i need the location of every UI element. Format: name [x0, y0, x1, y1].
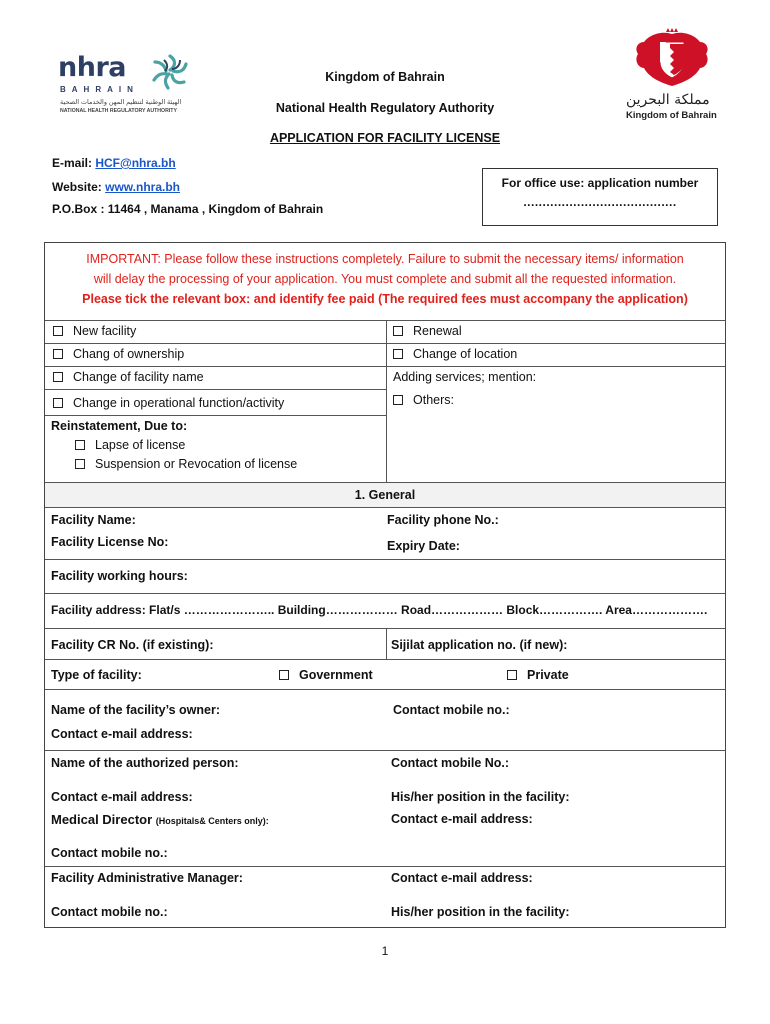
important-line-2: will delay the processing of your application. You must complete and submit all the requested information.: [93, 272, 677, 286]
medical-director-email-label: Contact e-mail address:: [391, 812, 533, 826]
type-government-label: Government: [299, 668, 373, 682]
office-use-title: For office use: application number: [501, 176, 699, 190]
checkbox-renewal[interactable]: [393, 326, 403, 336]
type-private-label: Private: [527, 668, 569, 682]
expiry-date-label: Expiry Date:: [387, 539, 460, 553]
facility-phone-label: Facility phone No.:: [387, 513, 499, 527]
medical-director-mobile-label: Contact mobile no.:: [51, 846, 168, 860]
website-link[interactable]: www.nhra.bh: [105, 180, 181, 194]
option-others[interactable]: [393, 393, 454, 407]
option-others-label: Others:: [413, 393, 454, 407]
owner-email-label: Contact e-mail address:: [51, 727, 193, 741]
nhra-logo-arabic: الهيئة الوطنية لتنظيم المهن والخدمات الصحية: [60, 99, 182, 106]
bahrain-logo-arabic: مملكة البحرين: [626, 92, 710, 108]
option-renewal[interactable]: [393, 324, 462, 338]
option-change-location-label: Change of location: [413, 347, 518, 361]
authorized-email-label: Contact e-mail address:: [51, 790, 193, 804]
facility-address-label: Facility address: Flat/s ………………….. Building……………… Road……………… Block……………. Area……………….: [51, 603, 708, 617]
important-line-3: Please tick the relevant box: and identify fee paid (The required fees must accompany the application): [82, 292, 688, 306]
option-change-ownership-label: Chang of ownership: [73, 347, 185, 361]
option-new-facility[interactable]: [53, 324, 136, 338]
checkbox-others[interactable]: [393, 395, 403, 405]
nhra-logo-country: BAHRAIN: [60, 85, 139, 94]
checkbox-change-ownership[interactable]: [53, 349, 63, 359]
admin-email-label: Contact e-mail address:: [391, 871, 533, 885]
option-new-facility-label: New facility: [73, 324, 137, 338]
email-link[interactable]: HCF@nhra.bh: [95, 156, 176, 170]
authorized-person-label: Name of the authorized person:: [51, 756, 239, 770]
checkbox-government[interactable]: [279, 670, 289, 680]
option-suspension-label: Suspension or Revocation of license: [95, 457, 298, 471]
header-kingdom: Kingdom of Bahrain: [325, 70, 445, 84]
email-label: E-mail:: [52, 156, 96, 170]
contact-website: [52, 180, 180, 194]
checkbox-change-function[interactable]: [53, 398, 63, 408]
option-change-name[interactable]: [53, 370, 204, 384]
checkbox-suspension[interactable]: [75, 459, 85, 469]
nhra-logo-english: NATIONAL HEALTH REGULATORY AUTHORITY: [60, 108, 177, 114]
option-suspension[interactable]: [75, 457, 297, 471]
owner-name-label: Name of the facility’s owner:: [51, 703, 221, 717]
admin-manager-label: Facility Administrative Manager:: [51, 871, 243, 885]
owner-mobile-label: Contact mobile no.:: [393, 703, 510, 717]
header-authority: National Health Regulatory Authority: [275, 101, 495, 115]
checkbox-change-location[interactable]: [393, 349, 403, 359]
checkbox-lapse[interactable]: [75, 440, 85, 450]
admin-mobile-label: Contact mobile no.:: [51, 905, 168, 919]
medical-director-title: Medical Director: [51, 812, 156, 827]
page-title: APPLICATION FOR FACILITY LICENSE: [269, 131, 501, 145]
important-line-1: IMPORTANT: Please follow these instructions completely. Failure to submit the necessary items/ information: [86, 252, 684, 266]
option-lapse[interactable]: [75, 438, 185, 452]
section-general-title: 1. General: [45, 483, 725, 507]
medical-director-note: (Hospitals& Centers only):: [155, 816, 269, 826]
authorized-position-label: His/her position in the facility:: [391, 790, 570, 804]
contact-pobox: P.O.Box : 11464 , Manama , Kingdom of Bahrain: [52, 202, 324, 216]
checkbox-change-name[interactable]: [53, 372, 63, 382]
option-renewal-label: Renewal: [413, 324, 462, 338]
cr-no-label: Facility CR No. (if existing):: [51, 638, 214, 652]
checkbox-private[interactable]: [507, 670, 517, 680]
sijilat-label: Sijilat application no. (if new):: [391, 638, 568, 652]
application-form: [44, 242, 726, 928]
medical-director-label: [51, 812, 269, 827]
nhra-logo-word: nhra: [58, 52, 126, 83]
option-adding-services: Adding services; mention:: [393, 370, 537, 384]
authorized-mobile-label: Contact mobile No.:: [391, 756, 510, 770]
facility-type-label: Type of facility:: [51, 668, 142, 682]
option-change-function[interactable]: [53, 396, 284, 410]
working-hours-label: Facility working hours:: [51, 569, 188, 583]
office-use-box: [482, 168, 718, 226]
type-private[interactable]: [507, 668, 569, 682]
option-change-function-label: Change in operational function/activity: [73, 396, 285, 410]
option-change-name-label: Change of facility name: [73, 370, 204, 384]
option-change-location[interactable]: [393, 347, 517, 361]
office-use-number-field[interactable]: ........................................: [523, 195, 677, 209]
option-lapse-label: Lapse of license: [95, 438, 186, 452]
option-change-ownership[interactable]: [53, 347, 184, 361]
checkbox-new-facility[interactable]: [53, 326, 63, 336]
license-no-label: Facility License No:: [51, 535, 169, 549]
contact-email: [52, 156, 176, 170]
page-number: 1: [381, 944, 389, 958]
facility-name-label: Facility Name:: [51, 513, 136, 527]
type-government[interactable]: [279, 668, 373, 682]
admin-position-label: His/her position in the facility:: [391, 905, 570, 919]
bahrain-logo-english: Kingdom of Bahrain: [626, 110, 717, 121]
website-label: Website:: [52, 180, 106, 194]
reinstatement-label: Reinstatement, Due to:: [51, 419, 188, 433]
